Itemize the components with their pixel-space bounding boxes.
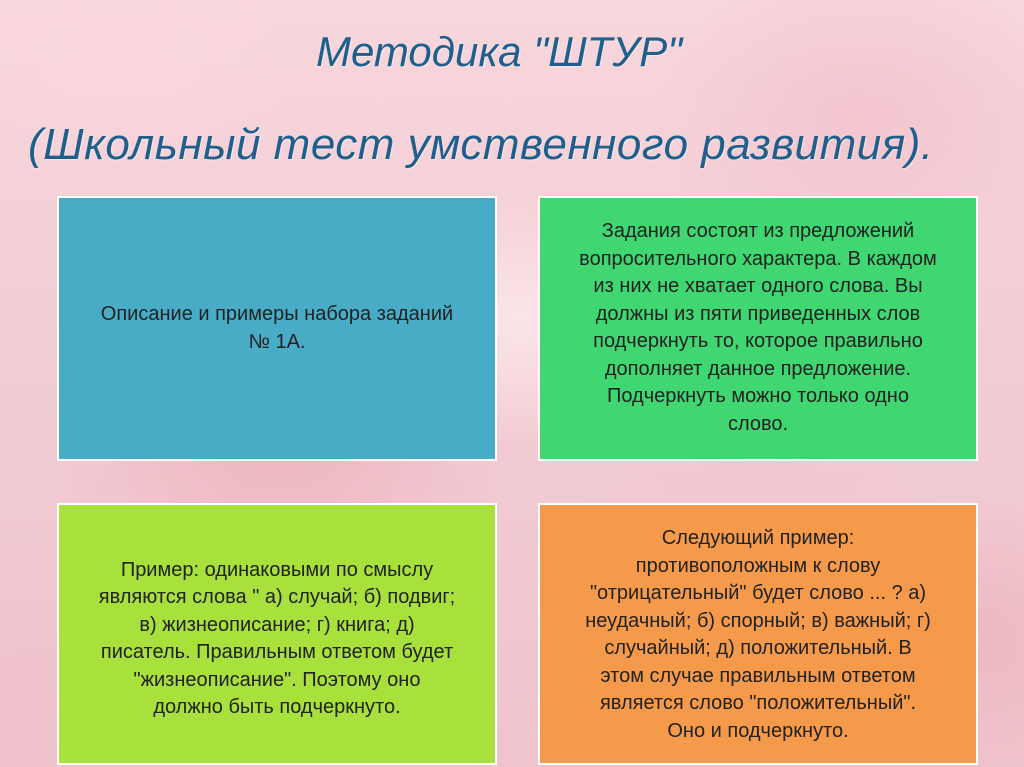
- example-1-box: [57, 503, 497, 765]
- slide-title: Методика "ШТУР": [316, 28, 683, 75]
- task-text: Задания состоят из предложений вопросительного характера. В каждом из них не хватает одного слова. Вы должны из пяти приведенных слов подчеркнуть то, которое правильно дополняет данное предложение. Подчеркнуть можно только одно слово.: [579, 220, 937, 435]
- example-2-box: [538, 503, 978, 765]
- slide-subtitle: (Школьный тест умственного развития).: [28, 120, 934, 169]
- description-box: [57, 196, 497, 461]
- task-box: [538, 196, 978, 461]
- example-2-text: Следующий пример: противоположным к слову "отрицательный" будет слово ... ? а) неудачный; б) спорный; в) важный; г) случайный; д) положительный. В этом случае правильным ответом является слово "положительный". Оно и подчеркнуто.: [585, 527, 931, 742]
- example-1-text: Пример: одинаковыми по смыслу являются слова " а) случай; б) подвиг; в) жизнеописание; г) книга; д) писатель. Правильным ответом будет "жизнеописание". Поэтому оно должно быть подчеркнуто.: [98, 558, 456, 718]
- description-text: Описание и примеры набора заданий № 1А.: [100, 303, 454, 353]
